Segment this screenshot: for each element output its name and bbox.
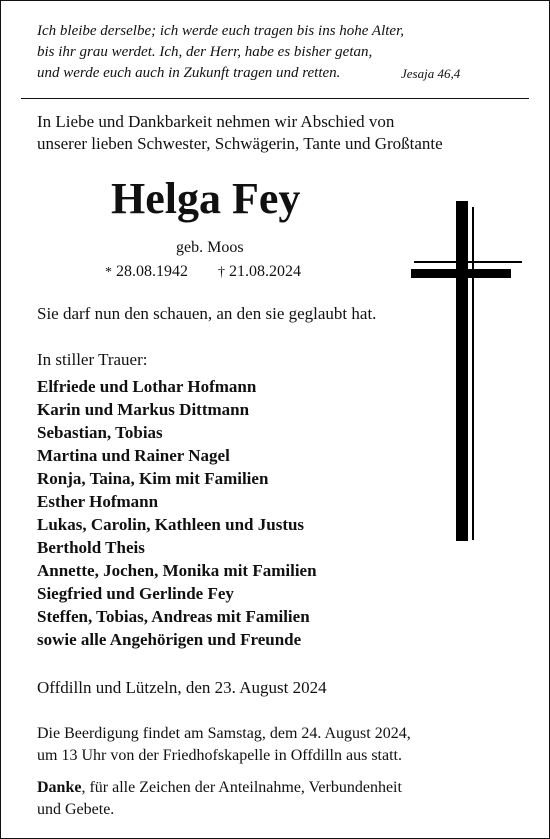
life-dates	[105, 262, 301, 283]
cross-vertical-bar	[456, 201, 468, 541]
verse-line: bis ihr grau werdet. Ich, der Herr, habe es bisher getan,	[37, 44, 373, 60]
death-cross-icon: †	[218, 265, 225, 280]
funeral-line: Die Beerdigung findet am Samstag, dem 24. August 2024,	[37, 725, 411, 742]
cross-thin-line-horizontal	[414, 261, 522, 263]
faith-quote: Sie darf nun den schauen, an den sie geglaubt hat.	[37, 304, 377, 323]
list-item: Ronja, Taina, Kim mit Familien	[37, 469, 269, 488]
birth-date: 28.08.1942	[116, 263, 188, 280]
divider	[21, 98, 529, 99]
verse-reference: Jesaja 46,4	[401, 66, 461, 81]
cross-horizontal-bar	[411, 269, 511, 278]
list-item: Siegfried und Gerlinde Fey	[37, 584, 234, 603]
list-item: Martina und Rainer Nagel	[37, 446, 230, 465]
list-item: Steffen, Tobias, Andreas mit Familien	[37, 607, 310, 626]
cross-thin-line-vertical	[472, 207, 474, 540]
thanks-bold: Danke	[37, 779, 82, 796]
list-item: Berthold Theis	[37, 538, 145, 557]
intro-line: unserer lieben Schwester, Schwägerin, Tante und Großtante	[37, 134, 443, 153]
birth-star-icon: *	[105, 265, 112, 280]
list-item: Karin und Markus Dittmann	[37, 400, 250, 419]
death-date: 21.08.2024	[229, 263, 301, 280]
verse-line: Ich bleibe derselbe; ich werde euch tragen bis ins hohe Alter,	[37, 23, 404, 39]
deceased-name: Helga Fey	[111, 174, 301, 223]
thanks-line: und Gebete.	[37, 801, 115, 818]
thanks-text	[37, 777, 402, 821]
list-item: Elfriede und Lothar Hofmann	[37, 377, 257, 396]
list-item: Annette, Jochen, Monika mit Familien	[37, 561, 317, 580]
intro-line: In Liebe und Dankbarkeit nehmen wir Abschied von	[37, 112, 395, 131]
list-item: Sebastian, Tobias	[37, 423, 163, 442]
place-and-date: Offdilln und Lützeln, den 23. August 2024	[37, 678, 327, 697]
mourners-list	[37, 375, 317, 651]
birth-name: geb. Moos	[176, 239, 244, 256]
funeral-info	[37, 723, 411, 767]
verse-line: und werde euch auch in Zukunft tragen und retten.	[37, 65, 341, 81]
funeral-line: um 13 Uhr von der Friedhofskapelle in Offdilln aus statt.	[37, 747, 402, 764]
list-item: Esther Hofmann	[37, 492, 159, 511]
list-item: Lukas, Carolin, Kathleen und Justus	[37, 515, 305, 534]
bible-verse	[37, 21, 527, 84]
list-item: sowie alle Angehörigen und Freunde	[37, 630, 302, 649]
thanks-rest: , für alle Zeichen der Anteilnahme, Verbundenheit	[81, 779, 402, 796]
thanks-line	[37, 777, 402, 799]
intro-text	[37, 111, 527, 155]
mourners-label: In stiller Trauer:	[37, 350, 148, 369]
